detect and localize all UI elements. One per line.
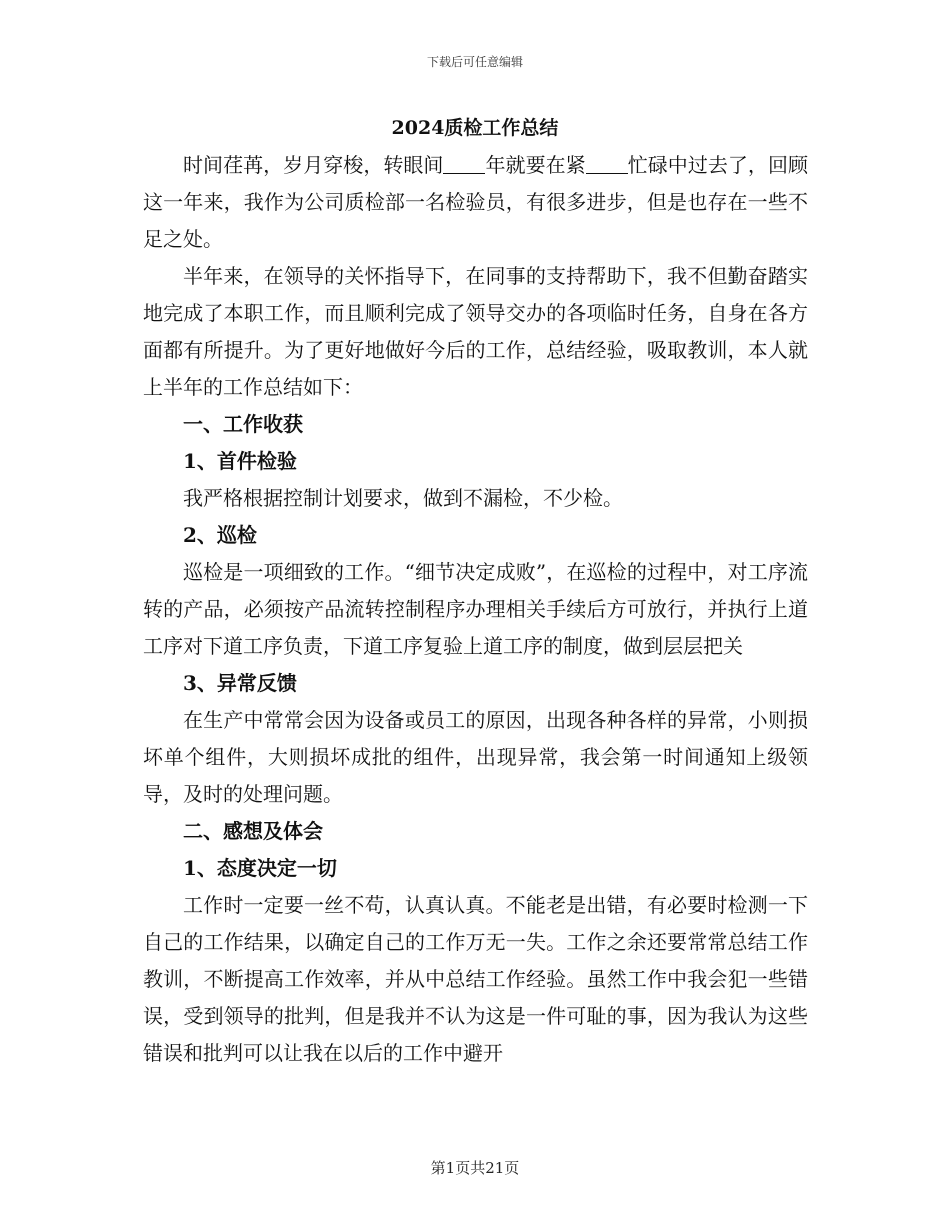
document-body	[143, 147, 808, 1072]
subheading-first-article-inspection: 1、首件检验	[183, 449, 297, 473]
first-article-paragraph: 我严格根据控制计划要求，做到不漏检，不少检。	[183, 486, 623, 510]
intro-text-1: 时间荏苒，岁月穿梭，转眼间	[183, 153, 444, 177]
subheading-attitude: 1、态度决定一切	[183, 856, 337, 880]
intro-text-2: 年就要在紧	[485, 153, 586, 177]
header-note: 下载后可任意编辑	[426, 55, 523, 69]
patrol-inspection-paragraph: 巡检是一项细致的工作。“细节决定成败”，在巡检的过程中，对工序流转的产品，必须按产品流转控制程序办理相关手续后方可放行，并执行上道工序对下道工序负责，下道工序复验上道工序的制度，做到层层把关	[143, 560, 808, 658]
document-title: 2024质检工作总结	[391, 117, 559, 139]
subheading-anomaly-feedback: 3、异常反馈	[183, 671, 297, 695]
section-heading-gains: 一、工作收获	[183, 412, 303, 436]
subheading-patrol-inspection: 2、巡检	[183, 523, 257, 547]
summary-paragraph: 半年来，在领导的关怀指导下，在同事的支持帮助下，我不但勤奋踏实地完成了本职工作，而且顺利完成了领导交办的各项临时任务，自身在各方面都有所提升。为了更好地做好今后的工作，总结经验，吸取教训，本人就上半年的工作总结如下：	[143, 264, 808, 399]
page-number-footer: 第1页共21页	[430, 1159, 520, 1177]
intro-paragraph	[143, 147, 808, 258]
anomaly-feedback-paragraph: 在生产中常常会因为设备或员工的原因，出现各种各样的异常，小则损坏单个组件，大则损坏成批的组件，出现异常，我会第一时间通知上级领导，及时的处理问题。	[143, 708, 808, 806]
intro-text-3: 忙碌中过去了，回顾这一年来，我作为公司质检部一名检验员，有很多进步，但是也存在一些不足之处。	[143, 153, 809, 251]
section-heading-reflections: 二、感想及体会	[183, 819, 323, 843]
attitude-paragraph: 工作时一定要一丝不苟，认真认真。不能老是出错，有必要时检测一下自己的工作结果，以确定自己的工作万无一失。工作之余还要常常总结工作教训，不断提高工作效率，并从中总结工作经验。虽然工作中我会犯一些错误，受到领导的批判，但是我并不认为这是一件可耻的事，因为我认为这些错误和批判可以让我在以后的工作中避开	[143, 893, 808, 1065]
blank-underline-2	[586, 153, 628, 174]
blank-underline-1	[443, 153, 485, 174]
